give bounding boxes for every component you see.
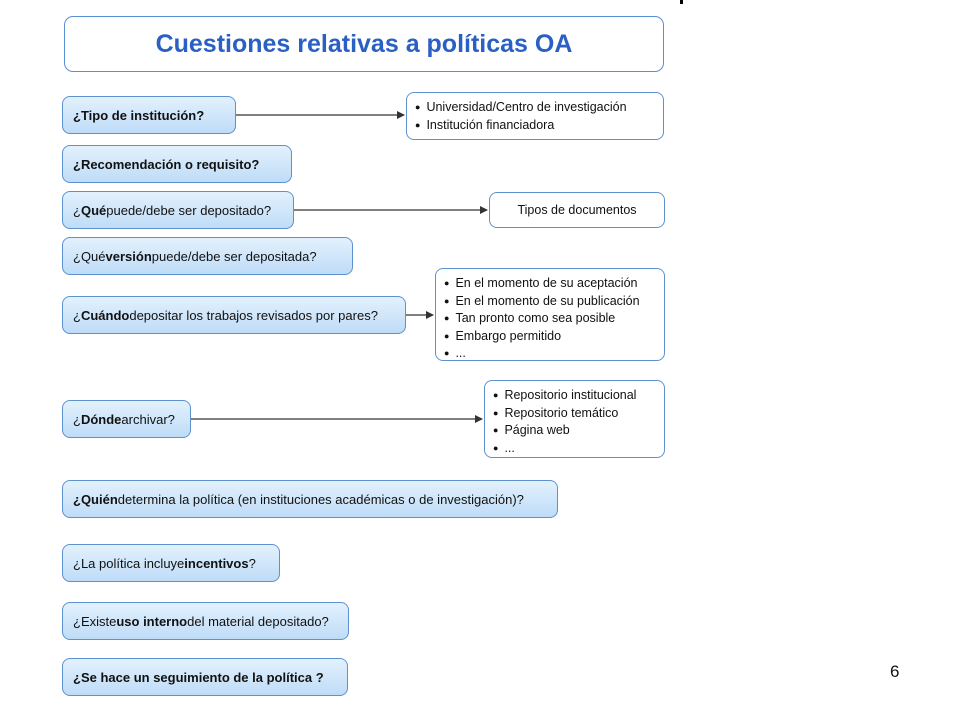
question-internal-use	[62, 602, 349, 640]
q-bold: Dónde	[80, 411, 122, 427]
list-item: ● ...	[493, 440, 658, 458]
q-post: del material depositado?	[187, 613, 329, 629]
page-title: Cuestiones relativas a políticas OA	[155, 29, 573, 58]
q-post: puede/debe ser depositada?	[151, 248, 317, 264]
q-bold: Cuándo	[80, 307, 130, 323]
question-who	[62, 480, 558, 518]
answer-when-box	[435, 268, 665, 361]
q-post: depositar los trabajos revisados por pares?	[129, 307, 378, 323]
q-post: puede/debe ser depositado?	[106, 202, 272, 218]
q-post: determina la política (en instituciones académicas o de investigación)?	[117, 491, 524, 507]
list-item: ● Embargo permitido	[444, 328, 658, 346]
q-bold: ¿Se hace un seguimiento de la política ?	[73, 669, 324, 685]
q-bold: ¿Quién	[73, 491, 118, 507]
question-what	[62, 191, 294, 229]
q-pre: ¿La política incluye	[73, 555, 185, 571]
list-item: ● Repositorio temático	[493, 405, 658, 423]
question-where	[62, 400, 191, 438]
q-pre: ¿	[73, 202, 81, 218]
q-bold: ¿Tipo de institución?	[73, 107, 205, 123]
list-item: ● Tan pronto como sea posible	[444, 310, 658, 328]
q-pre: ¿	[73, 307, 81, 323]
answer-what-label: Tipos de documentos	[517, 203, 637, 217]
q-post: ?	[248, 555, 256, 571]
q-pre: ¿	[73, 411, 81, 427]
answer-where-box	[484, 380, 665, 458]
list-item: ● Universidad/Centro de investigación	[415, 99, 657, 117]
q-pre: ¿Existe	[73, 613, 117, 629]
q-bold: uso interno	[116, 613, 188, 629]
answer-what-box	[489, 192, 665, 228]
question-incentives	[62, 544, 280, 582]
q-bold: incentivos	[184, 555, 249, 571]
list-item: ● En el momento de su publicación	[444, 293, 658, 311]
question-institution-type	[62, 96, 236, 134]
page-number: 6	[890, 662, 900, 681]
q-bold: versión	[105, 248, 152, 264]
list-item: ● ...	[444, 345, 658, 363]
question-version	[62, 237, 353, 275]
question-monitoring	[62, 658, 348, 696]
q-post: archivar?	[121, 411, 175, 427]
question-recommendation	[62, 145, 292, 183]
q-bold: Qué	[80, 202, 107, 218]
q-bold: ¿Recomendación o requisito?	[73, 156, 260, 172]
list-item: ● Repositorio institucional	[493, 387, 658, 405]
answer-institution-box	[406, 92, 664, 140]
question-when	[62, 296, 406, 334]
title-box	[64, 16, 664, 72]
list-item: ● Institución financiadora	[415, 117, 657, 135]
list-item: ● Página web	[493, 422, 658, 440]
list-item: ● En el momento de su aceptación	[444, 275, 658, 293]
top-edge-mark	[680, 0, 683, 4]
q-pre: ¿Qué	[73, 248, 106, 264]
